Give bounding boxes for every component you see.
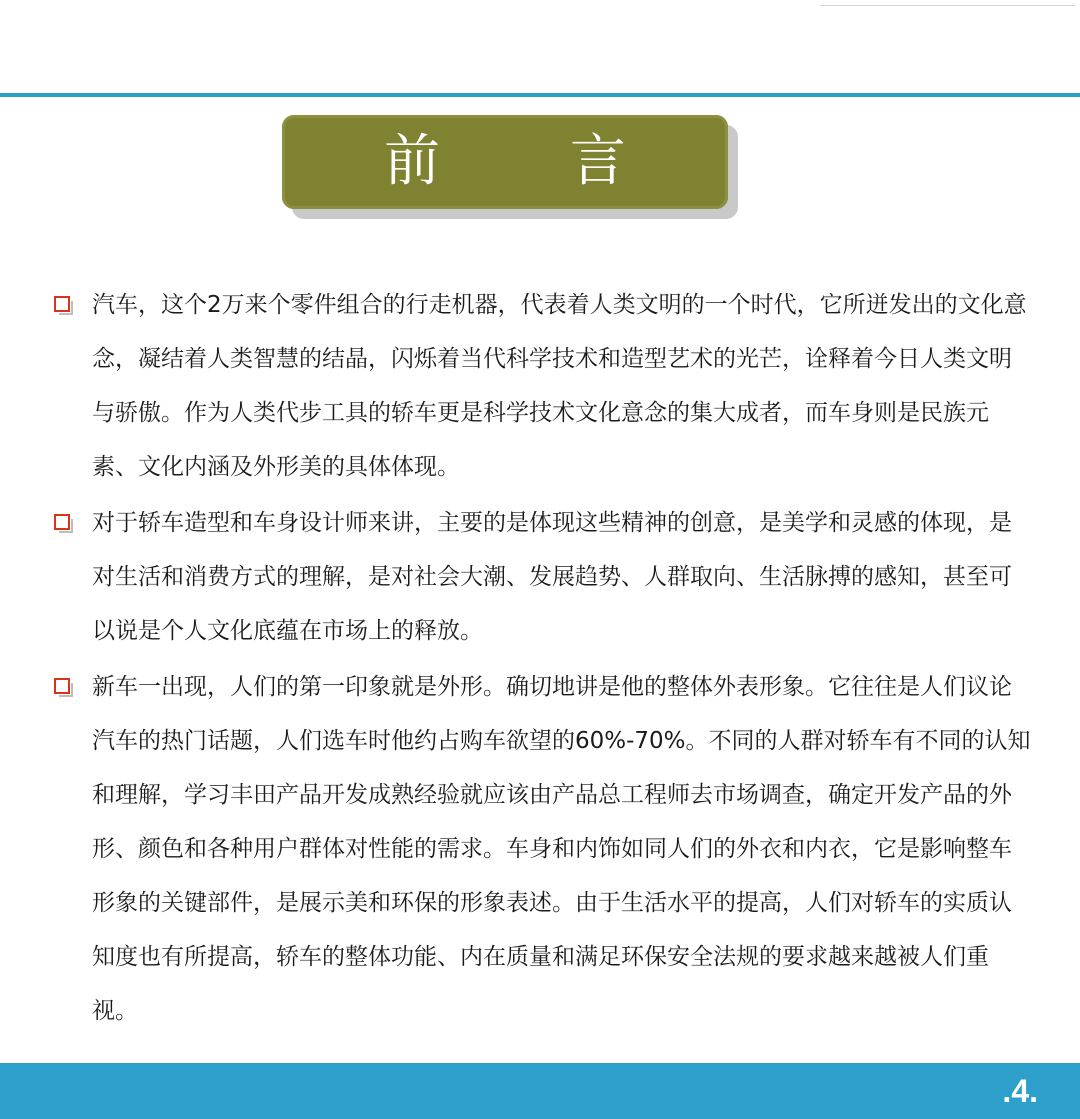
top-decorative-line xyxy=(820,5,1075,6)
header-divider xyxy=(0,93,1080,97)
paragraph-text: 新车一出现，人们的第一印象就是外形。确切地讲是他的整体外表形象。它往往是人们议论汽车的热门话题，人们选车时他约占购车欲望的60%-70%。不同的人群对轿车有不同的认知和理解，学习丰田产品开发成熟经验就应该由产品总工程师去市场调查，确定开发产品的外形、颜色和各种用户群体对性能的需求。车身和内饰如同人们的外衣和内衣，它是影响整车形象的关键部件，是展示美和环保的形象表述。由于生活水平的提高，人们对轿车的实质认知度也有所提高，轿车的整体功能、内在质量和满足环保安全法规的要求越来越被人们重视。 xyxy=(92,674,1031,1024)
preface-content xyxy=(52,278,1032,1040)
page-number: .4. xyxy=(1002,1073,1038,1109)
title-banner xyxy=(282,115,732,215)
paragraph-1 xyxy=(52,278,1032,494)
title-box xyxy=(282,115,728,209)
paragraph-text: 对于轿车造型和车身设计师来讲，主要的是体现这些精神的创意，是美学和灵感的体现，是对生活和消费方式的理解，是对社会大潮、发展趋势、人群取向、生活脉搏的感知，甚至可以说是个人文化底蕴在市场上的释放。 xyxy=(92,510,1012,644)
page-title: 前 言 xyxy=(384,129,682,194)
checkbox-bullet-icon xyxy=(54,678,70,694)
paragraph-3 xyxy=(52,660,1032,1038)
paragraph-text: 汽车，这个2万来个零件组合的行走机器，代表着人类文明的一个时代，它所迸发出的文化意念，凝结着人类智慧的结晶，闪烁着当代科学技术和造型艺术的光芒，诠释着今日人类文明与骄傲。作为人类代步工具的轿车更是科学技术文化意念的集大成者，而车身则是民族元素、文化内涵及外形美的具体体现。 xyxy=(92,292,1027,480)
paragraph-2 xyxy=(52,496,1032,658)
checkbox-bullet-icon xyxy=(54,296,70,312)
checkbox-bullet-icon xyxy=(54,514,70,530)
footer-bar xyxy=(0,1063,1080,1119)
